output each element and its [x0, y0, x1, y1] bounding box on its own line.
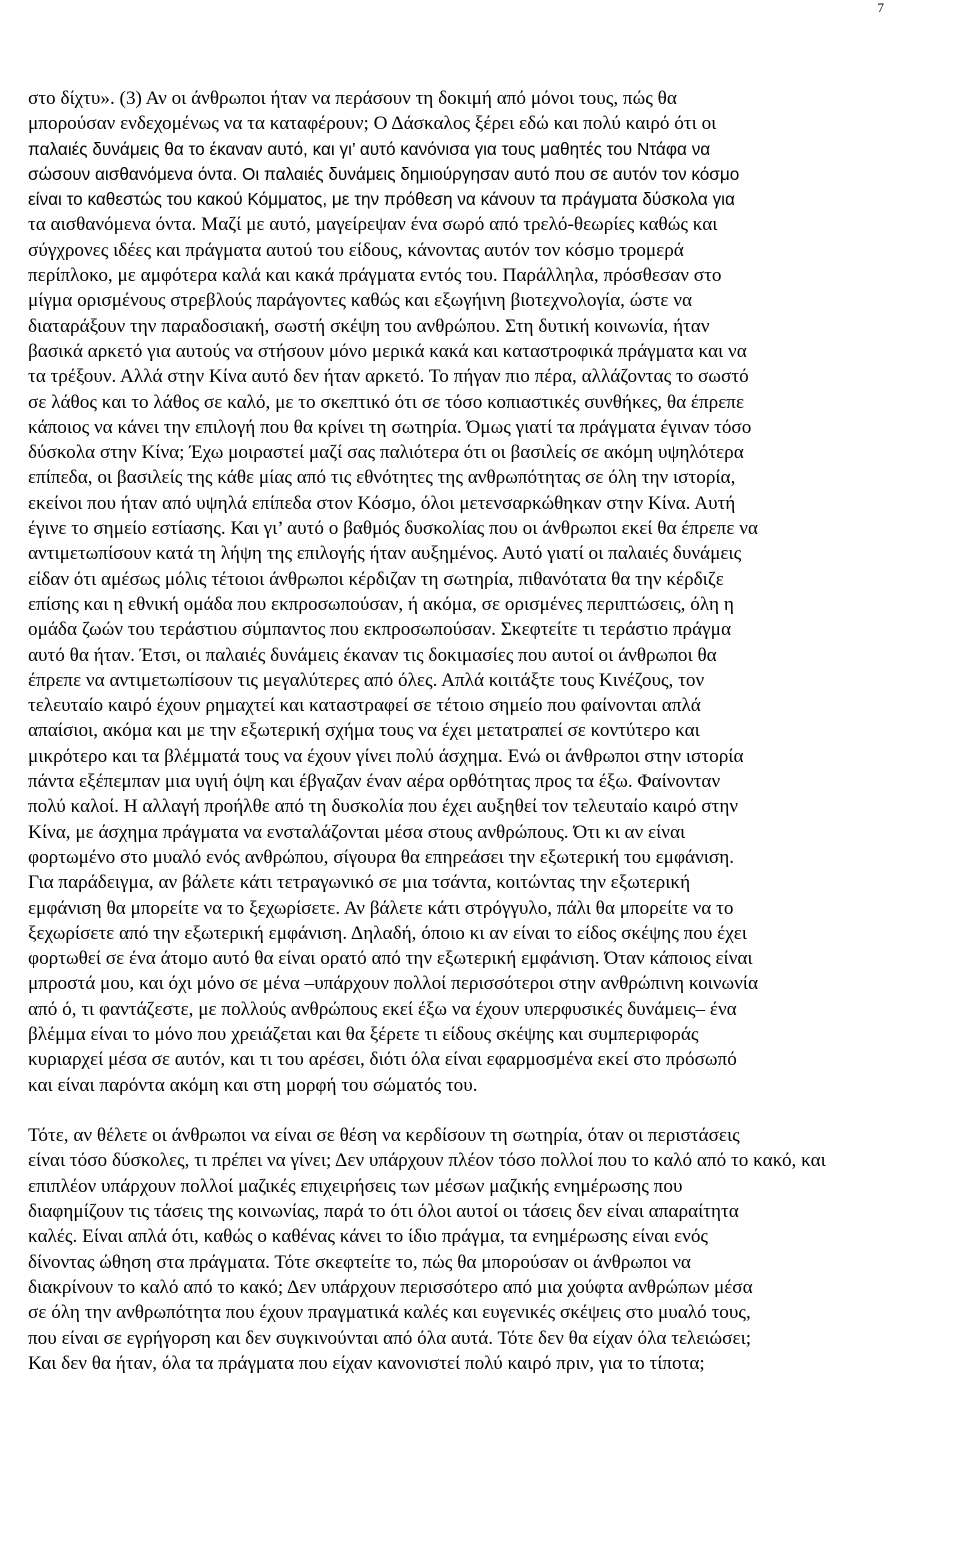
text-line: δίνοντας ώθηση στα πράγματα. Τότε σκεφτείτε το, πώς θα μπορούσαν οι άνθρωποι να: [28, 1251, 691, 1273]
text-line: φορτωμένο στο μυαλό ενός ανθρώπου, σίγουρα θα επηρεάσει την εξωτερική του εμφάνιση.: [28, 846, 735, 868]
text-line: διακρίνουν το καλό από το κακό; Δεν υπάρχουν περισσότερο από μια χούφτα ανθρώπων μέσα: [28, 1276, 753, 1298]
text-line: σύγχρονες ιδέες και πράγματα αυτού του είδους, κάνοντας αυτόν τον κόσμο τρομερά: [28, 239, 684, 261]
document-body: [28, 86, 932, 1376]
text-line: πολύ καλοί. Η αλλαγή προήλθε από τη δυσκολία που έχει αυξηθεί τον τελευταίο καιρό στην: [28, 796, 739, 818]
text-line: εμφάνιση θα μπορείτε να το ξεχωρίσετε. Αν βάλετε κάτι στρόγγυλο, πάλι θα μπορείτε να το: [28, 897, 734, 919]
text-line: Κίνα, με άσχημα πράγματα να ενσταλάζονται μέσα στους ανθρώπους. Ότι κι αν είναι: [28, 821, 686, 843]
text-line: απαίσιοι, ακόμα και με την εξωτερική σχήμα τους να έχει μετατραπεί σε κοντύτερο και: [28, 720, 700, 742]
text-line: επίπεδα, οι βασιλείς της κάθε μίας από τις εθνότητες της ανθρωπότητας σε όλη την ιστορία,: [28, 467, 736, 489]
text-line: σε λάθος και το λάθος σε καλό, με το σκεπτικό ότι σε τόσο κοπιαστικές συνθήκες, θα έπρεπε: [28, 391, 745, 413]
text-line: διαφημίζουν τις τάσεις της κοινωνίας, παρά το ότι όλοι αυτοί οι τάσεις δεν είναι απαραίτητα: [28, 1201, 739, 1223]
text-line: παλαιές δυνάμεις θα το έκαναν αυτό, και γι’ αυτό κανόνισα για τους μαθητές του Ντάφα να: [28, 138, 711, 159]
text-line: τα αισθανόμενα όντα. Μαζί με αυτό, μαγείρεψαν ένα σωρό από τρελό-θεωρίες καθώς και: [28, 214, 718, 236]
text-line: σε όλη την ανθρωπότητα που έχουν πραγματικά καλές και ευγενικές σκέψεις στο μυαλό τους,: [28, 1302, 751, 1324]
text-line: αυτό θα ήταν. Έτσι, οι παλαιές δυνάμεις έκαναν τις δοκιμασίες που αυτοί οι άνθρωποι θα: [28, 644, 717, 666]
page-number: 7: [877, 0, 884, 15]
text-line: Για παράδειγμα, αν βάλετε κάτι τετραγωνικό σε μια τσάντα, κοιτώντας την εξωτερική: [28, 872, 691, 894]
text-line: διαταράξουν την παραδοσιακή, σωστή σκέψη του ανθρώπου. Στη δυτική κοινωνία, ήταν: [28, 315, 710, 337]
text-line: επίσης και η εθνική ομάδα που εκπροσωπούσαν, ή ακόμα, σε ορισμένες περιπτώσεις, όλη η: [28, 593, 734, 615]
text-line: τελευταίο καιρό έχουν ρημαχτεί και καταστραφεί σε τέτοιο σημείο που φαίνονται απλά: [28, 695, 701, 717]
text-line: κάποιος να κάνει την επιλογή που θα κρίνει τη σωτηρία. Όμως γιατί τα πράγματα έγιναν τόσο: [28, 416, 752, 438]
text-line: μπροστά μου, και όχι μόνο σε μένα –υπάρχουν πολλοί περισσότεροι στην ανθρώπινη κοινωνία: [28, 973, 759, 995]
text-line: ξεχωρίσετε από την εξωτερική εμφάνιση. Δηλαδή, όποιο κι αν είναι το είδος σκέψης που έχει: [28, 922, 747, 944]
text-line: αντιμετωπίσουν κατά τη λήψη της επιλογής ήταν αυξημένος. Αυτό γιατί οι παλαιές δυνάμεις: [28, 543, 742, 565]
text-line: βλέμμα είναι το μόνο που χρειάζεται και θα ξέρετε τι είδους σκέψης και συμπεριφοράς: [28, 1023, 699, 1045]
text-line: έγινε το σημείο εστίασης. Και γι’ αυτό ο βαθμός δυσκολίας που οι άνθρωποι εκεί θα έπρεπε να: [28, 518, 758, 540]
text-line: εκείνοι που ήταν από υψηλά επίπεδα στον Κόσμο, όλοι μετενσαρκώθηκαν στην Κίνα. Αυτή: [28, 492, 736, 514]
text-line: επιπλέον υπάρχουν πολλοί μαζικές επιχειρήσεις των μέσων μαζικής ενημέρωσης που: [28, 1175, 683, 1197]
paragraph-gap: [28, 1098, 932, 1123]
text-line: είναι τόσο δύσκολες, τι πρέπει να γίνει; Δεν υπάρχουν πλέον τόσο πολλοί που το καλό από το κακό, και: [28, 1150, 826, 1172]
text-line: τα τρέξουν. Αλλά στην Κίνα αυτό δεν ήταν αρκετό. Το πήγαν πιο πέρα, αλλάζοντας το σωστό: [28, 366, 749, 388]
text-line: σώσουν αισθανόμενα όντα. Οι παλαιές δυνάμεις δημιούργησαν αυτό που σε αυτόν τον κόσμο: [28, 163, 740, 184]
text-line: φορτωθεί σε ένα άτομο αυτό θα είναι ορατό από την εξωτερική εμφάνιση. Όταν κάποιος είναι: [28, 948, 753, 970]
text-line: μίγμα ορισμένους στρεβλούς παράγοντες καθώς και εξωγήινη βιοτεχνολογία, ώστε να: [28, 290, 692, 312]
text-line: Και δεν θα ήταν, όλα τα πράγματα που είχαν κανονιστεί πολύ καιρό πριν, για το τίποτα;: [28, 1352, 705, 1374]
paragraph-2: [28, 1123, 932, 1376]
text-line: καλές. Είναι απλά ότι, καθώς ο καθένας κάνει το ίδιο πράγμα, τα ενημέρωσης είναι ενός: [28, 1226, 709, 1248]
text-line: είναι το καθεστώς του κακού Κόμματος, με την πρόθεση να κάνουν τα πράγματα δύσκολα για: [28, 189, 735, 210]
text-line: στο δίχτυ». (3) Αν οι άνθρωποι ήταν να περάσουν τη δοκιμή από μόνοι τους, πώς θα: [28, 88, 677, 109]
text-line: κυριαρχεί μέσα σε αυτόν, και τι του αρέσει, διότι όλα είναι εφαρμοσμένα εκεί στο πρόσωπό: [28, 1049, 737, 1071]
text-line: βασικά αρκετό για αυτούς να στήσουν μόνο μερικά κακά και καταστροφικά πράγματα και να: [28, 340, 747, 362]
text-line: ομάδα ζωών του τεράστιου σύμπαντος που εκπροσωπούσαν. Σκεφτείτε τι τεράστιο πράγμα: [28, 619, 732, 641]
text-line: έπρεπε να αντιμετωπίσουν τις μεγαλύτερες από όλες. Απλά κοιτάξτε τους Κινέζους, τον: [28, 669, 705, 691]
text-line: από ό, τι φαντάζεστε, με πολλούς ανθρώπους εκεί έξω να έχουν υπερφυσικές δυνάμεις– ένα: [28, 998, 737, 1020]
text-line: είδαν ότι αμέσως μόλις τέτοιοι άνθρωποι κέρδιζαν τη σωτηρία, πιθανότατα θα την κέρδιζε: [28, 568, 724, 590]
text-line: δύσκολα στην Κίνα; Έχω μοιραστεί μαζί σας παλιότερα ότι οι βασιλείς σε ακόμη υψηλότερα: [28, 442, 744, 464]
text-line: περίπλοκο, με αμφότερα καλά και κακά πράγματα εντός του. Παράλληλα, πρόσθεσαν στο: [28, 265, 722, 287]
text-line: και είναι παρόντα ακόμη και στη μορφή του σώματός του.: [28, 1074, 478, 1096]
text-line: μικρότερο και τα βλέμματά τους να έχουν γίνει πολύ άσχημα. Ενώ οι άνθρωποι στην ιστορία: [28, 745, 744, 767]
text-line: Τότε, αν θέλετε οι άνθρωποι να είναι σε θέση να κερδίσουν τη σωτηρία, όταν οι περιστάσεις: [28, 1125, 740, 1147]
text-line: πάντα εξέπεμπαν μια υγιή όψη και έβγαζαν έναν αέρα ορθότητας προς τα έξω. Φαίνονταν: [28, 771, 721, 793]
paragraph-1: [28, 86, 932, 1098]
text-line: που είναι σε εγρήγορση και δεν συγκινούνται από όλα αυτά. Τότε δεν θα είχαν όλα τελειώσει;: [28, 1327, 752, 1349]
text-line: μπορούσαν ενδεχομένως να τα καταφέρουν; Ο Δάσκαλος ξέρει εδώ και πολύ καιρό ότι οι: [28, 113, 717, 135]
